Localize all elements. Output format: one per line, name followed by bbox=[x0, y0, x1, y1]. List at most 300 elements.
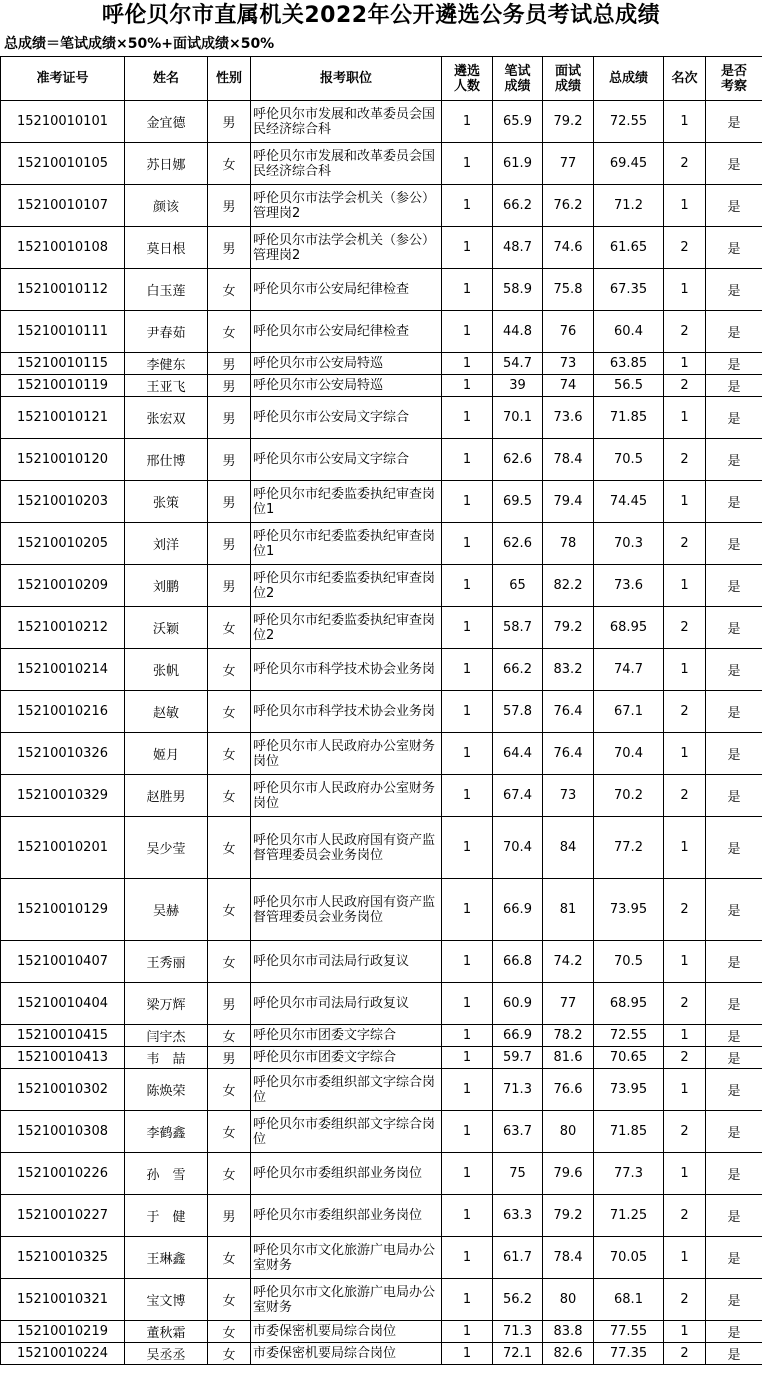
cell-written: 58.7 bbox=[493, 607, 543, 649]
cell-gender: 男 bbox=[208, 375, 251, 397]
header-written: 笔试成绩 bbox=[493, 57, 543, 101]
cell-id: 15210010101 bbox=[1, 101, 125, 143]
cell-written: 60.9 bbox=[493, 983, 543, 1025]
cell-rank: 2 bbox=[664, 1111, 706, 1153]
cell-gender: 男 bbox=[208, 1047, 251, 1069]
cell-interview: 75.8 bbox=[543, 269, 594, 311]
cell-total: 72.55 bbox=[594, 101, 664, 143]
cell-rank: 2 bbox=[664, 1195, 706, 1237]
cell-total: 61.65 bbox=[594, 227, 664, 269]
cell-inspect: 是 bbox=[706, 649, 762, 691]
table-row bbox=[1, 101, 762, 143]
cell-inspect: 是 bbox=[706, 1153, 762, 1195]
cell-interview: 84 bbox=[543, 817, 594, 879]
cell-written: 66.2 bbox=[493, 649, 543, 691]
cell-gender: 女 bbox=[208, 733, 251, 775]
cell-position: 呼伦贝尔市公安局特巡 bbox=[251, 375, 442, 397]
cell-written: 56.2 bbox=[493, 1279, 543, 1321]
cell-position: 市委保密机要局综合岗位 bbox=[251, 1321, 442, 1343]
cell-quota: 1 bbox=[442, 733, 493, 775]
cell-name: 李健东 bbox=[125, 353, 208, 375]
cell-position: 呼伦贝尔市委组织部文字综合岗位 bbox=[251, 1069, 442, 1111]
cell-written: 48.7 bbox=[493, 227, 543, 269]
cell-quota: 1 bbox=[442, 691, 493, 733]
cell-id: 15210010119 bbox=[1, 375, 125, 397]
cell-position: 呼伦贝尔市法学会机关（参公）管理岗2 bbox=[251, 227, 442, 269]
cell-quota: 1 bbox=[442, 311, 493, 353]
cell-rank: 2 bbox=[664, 375, 706, 397]
cell-id: 15210010105 bbox=[1, 143, 125, 185]
cell-interview: 76 bbox=[543, 311, 594, 353]
cell-id: 15210010329 bbox=[1, 775, 125, 817]
cell-id: 15210010227 bbox=[1, 1195, 125, 1237]
cell-position: 呼伦贝尔市司法局行政复议 bbox=[251, 983, 442, 1025]
cell-gender: 女 bbox=[208, 879, 251, 941]
header-name: 姓名 bbox=[125, 57, 208, 101]
cell-interview: 81 bbox=[543, 879, 594, 941]
cell-id: 15210010205 bbox=[1, 523, 125, 565]
cell-position: 呼伦贝尔市人民政府国有资产监督管理委员会业务岗位 bbox=[251, 879, 442, 941]
cell-id: 15210010226 bbox=[1, 1153, 125, 1195]
cell-id: 15210010120 bbox=[1, 439, 125, 481]
cell-written: 70.4 bbox=[493, 817, 543, 879]
cell-inspect: 是 bbox=[706, 691, 762, 733]
cell-inspect: 是 bbox=[706, 1321, 762, 1343]
cell-total: 70.05 bbox=[594, 1237, 664, 1279]
cell-position: 呼伦贝尔市发展和改革委员会国民经济综合科 bbox=[251, 143, 442, 185]
cell-quota: 1 bbox=[442, 101, 493, 143]
cell-id: 15210010325 bbox=[1, 1237, 125, 1279]
cell-interview: 78.4 bbox=[543, 439, 594, 481]
table-row bbox=[1, 775, 762, 817]
cell-rank: 1 bbox=[664, 941, 706, 983]
cell-rank: 2 bbox=[664, 1047, 706, 1069]
cell-gender: 男 bbox=[208, 353, 251, 375]
cell-id: 15210010209 bbox=[1, 565, 125, 607]
cell-quota: 1 bbox=[442, 607, 493, 649]
cell-written: 63.7 bbox=[493, 1111, 543, 1153]
cell-written: 39 bbox=[493, 375, 543, 397]
cell-total: 70.5 bbox=[594, 941, 664, 983]
cell-inspect: 是 bbox=[706, 185, 762, 227]
header-id: 准考证号 bbox=[1, 57, 125, 101]
cell-inspect: 是 bbox=[706, 1025, 762, 1047]
cell-gender: 女 bbox=[208, 1025, 251, 1047]
cell-interview: 82.2 bbox=[543, 565, 594, 607]
cell-written: 62.6 bbox=[493, 439, 543, 481]
cell-total: 70.4 bbox=[594, 733, 664, 775]
table-row bbox=[1, 983, 762, 1025]
cell-gender: 女 bbox=[208, 775, 251, 817]
cell-interview: 83.2 bbox=[543, 649, 594, 691]
cell-quota: 1 bbox=[442, 481, 493, 523]
table-row bbox=[1, 375, 762, 397]
cell-quota: 1 bbox=[442, 353, 493, 375]
cell-quota: 1 bbox=[442, 1237, 493, 1279]
cell-interview: 76.4 bbox=[543, 691, 594, 733]
cell-written: 63.3 bbox=[493, 1195, 543, 1237]
cell-quota: 1 bbox=[442, 1321, 493, 1343]
cell-quota: 1 bbox=[442, 817, 493, 879]
cell-total: 70.5 bbox=[594, 439, 664, 481]
cell-name: 吴丞丞 bbox=[125, 1343, 208, 1365]
cell-position: 呼伦贝尔市纪委监委执纪审查岗位2 bbox=[251, 565, 442, 607]
cell-total: 69.45 bbox=[594, 143, 664, 185]
cell-interview: 79.2 bbox=[543, 1195, 594, 1237]
cell-name: 邢仕博 bbox=[125, 439, 208, 481]
cell-inspect: 是 bbox=[706, 143, 762, 185]
cell-name: 于 健 bbox=[125, 1195, 208, 1237]
cell-quota: 1 bbox=[442, 185, 493, 227]
cell-position: 市委保密机要局综合岗位 bbox=[251, 1343, 442, 1365]
cell-rank: 2 bbox=[664, 143, 706, 185]
cell-name: 董秋霜 bbox=[125, 1321, 208, 1343]
cell-quota: 1 bbox=[442, 269, 493, 311]
cell-total: 68.1 bbox=[594, 1279, 664, 1321]
cell-written: 75 bbox=[493, 1153, 543, 1195]
table-header-row bbox=[1, 57, 762, 101]
cell-interview: 74.2 bbox=[543, 941, 594, 983]
cell-position: 呼伦贝尔市司法局行政复议 bbox=[251, 941, 442, 983]
cell-total: 70.65 bbox=[594, 1047, 664, 1069]
table-row bbox=[1, 523, 762, 565]
cell-inspect: 是 bbox=[706, 817, 762, 879]
cell-rank: 2 bbox=[664, 775, 706, 817]
cell-inspect: 是 bbox=[706, 481, 762, 523]
table-row bbox=[1, 269, 762, 311]
cell-rank: 1 bbox=[664, 565, 706, 607]
cell-total: 71.85 bbox=[594, 1111, 664, 1153]
table-row bbox=[1, 353, 762, 375]
cell-interview: 74 bbox=[543, 375, 594, 397]
table-row bbox=[1, 879, 762, 941]
cell-rank: 2 bbox=[664, 227, 706, 269]
cell-rank: 1 bbox=[664, 649, 706, 691]
cell-name: 尹春茹 bbox=[125, 311, 208, 353]
cell-total: 73.6 bbox=[594, 565, 664, 607]
cell-written: 66.8 bbox=[493, 941, 543, 983]
header-position: 报考职位 bbox=[251, 57, 442, 101]
table-row bbox=[1, 941, 762, 983]
cell-id: 15210010212 bbox=[1, 607, 125, 649]
cell-written: 66.9 bbox=[493, 1025, 543, 1047]
cell-position: 呼伦贝尔市委组织部业务岗位 bbox=[251, 1195, 442, 1237]
cell-name: 莫日根 bbox=[125, 227, 208, 269]
cell-interview: 82.6 bbox=[543, 1343, 594, 1365]
page-title: 呼伦贝尔市直属机关2022年公开遴选公务员考试总成绩 bbox=[101, 3, 661, 28]
cell-inspect: 是 bbox=[706, 941, 762, 983]
cell-rank: 1 bbox=[664, 733, 706, 775]
cell-quota: 1 bbox=[442, 143, 493, 185]
cell-gender: 男 bbox=[208, 1195, 251, 1237]
cell-name: 闫宇杰 bbox=[125, 1025, 208, 1047]
cell-written: 65.9 bbox=[493, 101, 543, 143]
table-row bbox=[1, 481, 762, 523]
header-quota: 遴选人数 bbox=[442, 57, 493, 101]
cell-name: 刘鹏 bbox=[125, 565, 208, 607]
cell-id: 15210010115 bbox=[1, 353, 125, 375]
cell-total: 70.3 bbox=[594, 523, 664, 565]
cell-total: 70.2 bbox=[594, 775, 664, 817]
cell-name: 颜该 bbox=[125, 185, 208, 227]
cell-gender: 女 bbox=[208, 607, 251, 649]
cell-inspect: 是 bbox=[706, 1237, 762, 1279]
cell-written: 66.2 bbox=[493, 185, 543, 227]
cell-id: 15210010121 bbox=[1, 397, 125, 439]
cell-interview: 73 bbox=[543, 775, 594, 817]
cell-total: 63.85 bbox=[594, 353, 664, 375]
table-row bbox=[1, 1069, 762, 1111]
cell-written: 58.9 bbox=[493, 269, 543, 311]
cell-gender: 女 bbox=[208, 817, 251, 879]
cell-rank: 1 bbox=[664, 353, 706, 375]
cell-position: 呼伦贝尔市文化旅游广电局办公室财务 bbox=[251, 1237, 442, 1279]
cell-gender: 女 bbox=[208, 1237, 251, 1279]
cell-total: 71.85 bbox=[594, 397, 664, 439]
cell-total: 73.95 bbox=[594, 1069, 664, 1111]
cell-id: 15210010203 bbox=[1, 481, 125, 523]
cell-id: 15210010201 bbox=[1, 817, 125, 879]
table-row bbox=[1, 1279, 762, 1321]
cell-name: 梁万辉 bbox=[125, 983, 208, 1025]
cell-id: 15210010413 bbox=[1, 1047, 125, 1069]
cell-inspect: 是 bbox=[706, 1111, 762, 1153]
cell-quota: 1 bbox=[442, 439, 493, 481]
cell-id: 15210010302 bbox=[1, 1069, 125, 1111]
table-row bbox=[1, 1195, 762, 1237]
cell-interview: 73 bbox=[543, 353, 594, 375]
cell-rank: 1 bbox=[664, 101, 706, 143]
cell-id: 15210010111 bbox=[1, 311, 125, 353]
cell-written: 57.8 bbox=[493, 691, 543, 733]
cell-position: 呼伦贝尔市科学技术协会业务岗 bbox=[251, 649, 442, 691]
table-row bbox=[1, 565, 762, 607]
cell-rank: 1 bbox=[664, 185, 706, 227]
table-row bbox=[1, 311, 762, 353]
cell-rank: 2 bbox=[664, 1279, 706, 1321]
cell-inspect: 是 bbox=[706, 733, 762, 775]
cell-name: 张帆 bbox=[125, 649, 208, 691]
cell-interview: 78.2 bbox=[543, 1025, 594, 1047]
cell-name: 张策 bbox=[125, 481, 208, 523]
cell-quota: 1 bbox=[442, 1047, 493, 1069]
cell-written: 72.1 bbox=[493, 1343, 543, 1365]
cell-name: 王亚飞 bbox=[125, 375, 208, 397]
cell-name: 赵敏 bbox=[125, 691, 208, 733]
cell-total: 71.2 bbox=[594, 185, 664, 227]
cell-id: 15210010407 bbox=[1, 941, 125, 983]
cell-gender: 男 bbox=[208, 397, 251, 439]
cell-interview: 78.4 bbox=[543, 1237, 594, 1279]
cell-gender: 女 bbox=[208, 941, 251, 983]
cell-position: 呼伦贝尔市人民政府办公室财务岗位 bbox=[251, 775, 442, 817]
cell-written: 62.6 bbox=[493, 523, 543, 565]
cell-interview: 83.8 bbox=[543, 1321, 594, 1343]
cell-inspect: 是 bbox=[706, 1069, 762, 1111]
cell-name: 李鹤鑫 bbox=[125, 1111, 208, 1153]
cell-inspect: 是 bbox=[706, 1343, 762, 1365]
table-row bbox=[1, 1047, 762, 1069]
cell-position: 呼伦贝尔市纪委监委执纪审查岗位1 bbox=[251, 523, 442, 565]
cell-name: 吴赫 bbox=[125, 879, 208, 941]
cell-name: 金宜德 bbox=[125, 101, 208, 143]
cell-written: 64.4 bbox=[493, 733, 543, 775]
cell-name: 赵胜男 bbox=[125, 775, 208, 817]
cell-id: 15210010404 bbox=[1, 983, 125, 1025]
table-row bbox=[1, 691, 762, 733]
cell-inspect: 是 bbox=[706, 353, 762, 375]
cell-interview: 79.2 bbox=[543, 607, 594, 649]
cell-written: 61.7 bbox=[493, 1237, 543, 1279]
header-gender: 性别 bbox=[208, 57, 251, 101]
cell-position: 呼伦贝尔市公安局文字综合 bbox=[251, 439, 442, 481]
cell-total: 74.7 bbox=[594, 649, 664, 691]
cell-gender: 男 bbox=[208, 439, 251, 481]
cell-id: 15210010216 bbox=[1, 691, 125, 733]
cell-interview: 80 bbox=[543, 1279, 594, 1321]
cell-position: 呼伦贝尔市法学会机关（参公）管理岗2 bbox=[251, 185, 442, 227]
cell-total: 77.35 bbox=[594, 1343, 664, 1365]
cell-written: 70.1 bbox=[493, 397, 543, 439]
table-row bbox=[1, 607, 762, 649]
cell-rank: 1 bbox=[664, 817, 706, 879]
cell-quota: 1 bbox=[442, 1195, 493, 1237]
cell-gender: 女 bbox=[208, 1111, 251, 1153]
cell-rank: 1 bbox=[664, 1321, 706, 1343]
cell-rank: 1 bbox=[664, 1237, 706, 1279]
cell-interview: 80 bbox=[543, 1111, 594, 1153]
cell-position: 呼伦贝尔市人民政府办公室财务岗位 bbox=[251, 733, 442, 775]
cell-interview: 74.6 bbox=[543, 227, 594, 269]
cell-inspect: 是 bbox=[706, 1195, 762, 1237]
cell-quota: 1 bbox=[442, 775, 493, 817]
cell-written: 54.7 bbox=[493, 353, 543, 375]
score-table bbox=[0, 56, 762, 1365]
cell-inspect: 是 bbox=[706, 397, 762, 439]
cell-name: 白玉莲 bbox=[125, 269, 208, 311]
cell-position: 呼伦贝尔市公安局特巡 bbox=[251, 353, 442, 375]
cell-inspect: 是 bbox=[706, 375, 762, 397]
score-formula: 总成绩＝笔试成绩×50%+面试成绩×50% bbox=[4, 36, 275, 52]
cell-rank: 2 bbox=[664, 691, 706, 733]
header-rank: 名次 bbox=[664, 57, 706, 101]
cell-quota: 1 bbox=[442, 523, 493, 565]
cell-total: 71.25 bbox=[594, 1195, 664, 1237]
cell-inspect: 是 bbox=[706, 607, 762, 649]
cell-quota: 1 bbox=[442, 879, 493, 941]
cell-id: 15210010108 bbox=[1, 227, 125, 269]
cell-name: 韦 喆 bbox=[125, 1047, 208, 1069]
cell-interview: 76.4 bbox=[543, 733, 594, 775]
cell-written: 71.3 bbox=[493, 1069, 543, 1111]
table-row bbox=[1, 1025, 762, 1047]
cell-position: 呼伦贝尔市文化旅游广电局办公室财务 bbox=[251, 1279, 442, 1321]
cell-name: 刘洋 bbox=[125, 523, 208, 565]
cell-gender: 男 bbox=[208, 983, 251, 1025]
cell-name: 张宏双 bbox=[125, 397, 208, 439]
cell-written: 44.8 bbox=[493, 311, 543, 353]
table-row bbox=[1, 1153, 762, 1195]
cell-quota: 1 bbox=[442, 397, 493, 439]
cell-written: 67.4 bbox=[493, 775, 543, 817]
cell-quota: 1 bbox=[442, 1153, 493, 1195]
cell-rank: 1 bbox=[664, 1153, 706, 1195]
cell-interview: 78 bbox=[543, 523, 594, 565]
cell-position: 呼伦贝尔市纪委监委执纪审查岗位1 bbox=[251, 481, 442, 523]
cell-id: 15210010129 bbox=[1, 879, 125, 941]
cell-gender: 女 bbox=[208, 691, 251, 733]
cell-rank: 1 bbox=[664, 269, 706, 311]
cell-position: 呼伦贝尔市人民政府国有资产监督管理委员会业务岗位 bbox=[251, 817, 442, 879]
cell-total: 74.45 bbox=[594, 481, 664, 523]
table-row bbox=[1, 1111, 762, 1153]
cell-gender: 女 bbox=[208, 1321, 251, 1343]
cell-interview: 76.2 bbox=[543, 185, 594, 227]
cell-rank: 2 bbox=[664, 523, 706, 565]
cell-gender: 男 bbox=[208, 523, 251, 565]
cell-total: 67.1 bbox=[594, 691, 664, 733]
cell-inspect: 是 bbox=[706, 1047, 762, 1069]
cell-rank: 1 bbox=[664, 1025, 706, 1047]
table-row bbox=[1, 733, 762, 775]
header-total: 总成绩 bbox=[594, 57, 664, 101]
cell-total: 77.2 bbox=[594, 817, 664, 879]
cell-gender: 女 bbox=[208, 1069, 251, 1111]
cell-gender: 女 bbox=[208, 143, 251, 185]
cell-written: 59.7 bbox=[493, 1047, 543, 1069]
cell-position: 呼伦贝尔市纪委监委执纪审查岗位2 bbox=[251, 607, 442, 649]
cell-written: 65 bbox=[493, 565, 543, 607]
cell-rank: 2 bbox=[664, 879, 706, 941]
table-row bbox=[1, 1343, 762, 1365]
cell-total: 60.4 bbox=[594, 311, 664, 353]
cell-position: 呼伦贝尔市公安局纪律检查 bbox=[251, 311, 442, 353]
table-row bbox=[1, 649, 762, 691]
cell-id: 15210010321 bbox=[1, 1279, 125, 1321]
cell-rank: 2 bbox=[664, 439, 706, 481]
cell-position: 呼伦贝尔市公安局纪律检查 bbox=[251, 269, 442, 311]
cell-gender: 女 bbox=[208, 1343, 251, 1365]
cell-gender: 男 bbox=[208, 481, 251, 523]
cell-name: 王琳鑫 bbox=[125, 1237, 208, 1279]
cell-id: 15210010415 bbox=[1, 1025, 125, 1047]
table-row bbox=[1, 185, 762, 227]
cell-gender: 男 bbox=[208, 185, 251, 227]
cell-rank: 2 bbox=[664, 311, 706, 353]
cell-rank: 1 bbox=[664, 481, 706, 523]
cell-quota: 1 bbox=[442, 1025, 493, 1047]
cell-total: 73.95 bbox=[594, 879, 664, 941]
cell-interview: 76.6 bbox=[543, 1069, 594, 1111]
cell-inspect: 是 bbox=[706, 523, 762, 565]
cell-position: 呼伦贝尔市委组织部文字综合岗位 bbox=[251, 1111, 442, 1153]
cell-inspect: 是 bbox=[706, 879, 762, 941]
cell-written: 61.9 bbox=[493, 143, 543, 185]
cell-interview: 79.2 bbox=[543, 101, 594, 143]
cell-quota: 1 bbox=[442, 1343, 493, 1365]
cell-position: 呼伦贝尔市公安局文字综合 bbox=[251, 397, 442, 439]
table-row bbox=[1, 817, 762, 879]
cell-inspect: 是 bbox=[706, 983, 762, 1025]
cell-quota: 1 bbox=[442, 565, 493, 607]
cell-total: 67.35 bbox=[594, 269, 664, 311]
cell-quota: 1 bbox=[442, 941, 493, 983]
cell-gender: 女 bbox=[208, 649, 251, 691]
table-row bbox=[1, 397, 762, 439]
cell-inspect: 是 bbox=[706, 311, 762, 353]
cell-inspect: 是 bbox=[706, 439, 762, 481]
cell-interview: 77 bbox=[543, 983, 594, 1025]
